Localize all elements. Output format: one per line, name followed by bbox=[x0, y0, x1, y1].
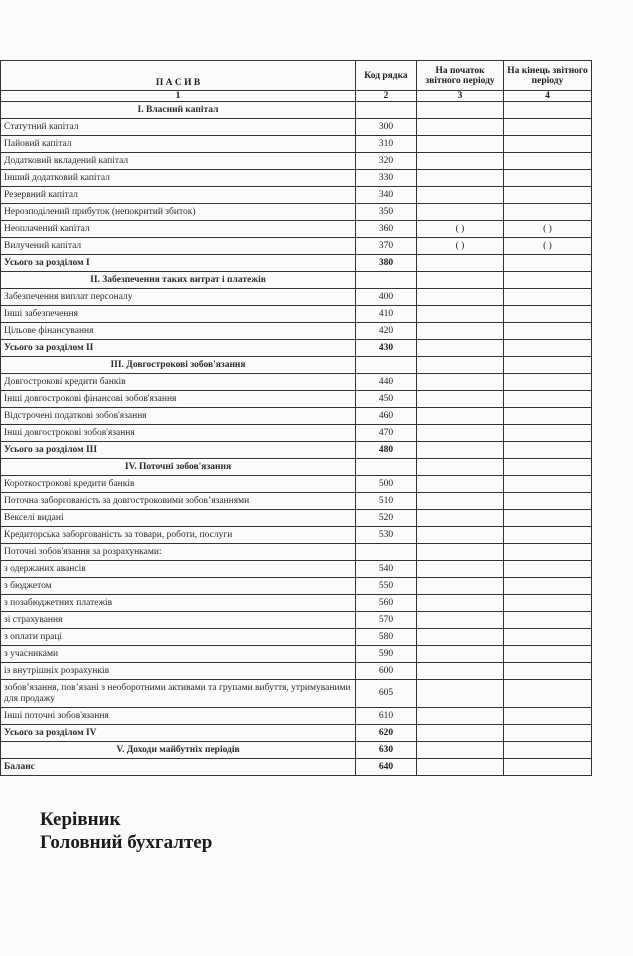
value-period-end bbox=[504, 493, 592, 510]
value-period-end bbox=[504, 725, 592, 742]
table-row bbox=[1, 612, 592, 629]
row-name: зі страхування bbox=[1, 612, 356, 629]
value-period-end bbox=[504, 527, 592, 544]
value-period-start bbox=[417, 459, 504, 476]
value-period-start bbox=[417, 408, 504, 425]
value-period-start bbox=[417, 374, 504, 391]
row-name: Інші довгострокові фінансові зобов'язання bbox=[1, 391, 356, 408]
column-number-1: 1 bbox=[1, 91, 356, 102]
value-period-start bbox=[417, 725, 504, 742]
value-period-end bbox=[504, 255, 592, 272]
value-period-end bbox=[504, 544, 592, 561]
row-code: 620 bbox=[356, 725, 417, 742]
value-period-end bbox=[504, 408, 592, 425]
value-period-start bbox=[417, 102, 504, 119]
value-period-end bbox=[504, 323, 592, 340]
value-period-start bbox=[417, 289, 504, 306]
table-row bbox=[1, 646, 592, 663]
table-row bbox=[1, 136, 592, 153]
total-row bbox=[1, 255, 592, 272]
row-code: 310 bbox=[356, 136, 417, 153]
value-period-start bbox=[417, 136, 504, 153]
value-period-start: ( ) bbox=[417, 238, 504, 255]
row-code bbox=[356, 102, 417, 119]
row-code: 560 bbox=[356, 595, 417, 612]
header-row bbox=[1, 61, 592, 91]
value-period-start bbox=[417, 425, 504, 442]
row-code: 520 bbox=[356, 510, 417, 527]
section-row bbox=[1, 459, 592, 476]
column-number-2: 2 bbox=[356, 91, 417, 102]
row-code: 550 bbox=[356, 578, 417, 595]
value-period-start bbox=[417, 742, 504, 759]
table-row bbox=[1, 493, 592, 510]
value-period-end bbox=[504, 612, 592, 629]
table-row bbox=[1, 425, 592, 442]
value-period-end bbox=[504, 578, 592, 595]
value-period-start bbox=[417, 272, 504, 289]
table-row bbox=[1, 544, 592, 561]
row-code: 510 bbox=[356, 493, 417, 510]
row-code: 580 bbox=[356, 629, 417, 646]
row-name: Баланс bbox=[1, 759, 356, 776]
table-row bbox=[1, 408, 592, 425]
row-name: з одержаних авансів bbox=[1, 561, 356, 578]
chief-accountant-label: Головний бухгалтер bbox=[40, 832, 213, 853]
column-number-row bbox=[1, 91, 592, 102]
value-period-end: ( ) bbox=[504, 221, 592, 238]
table-row bbox=[1, 323, 592, 340]
table-row bbox=[1, 204, 592, 221]
row-code: 570 bbox=[356, 612, 417, 629]
header-row-code: Код рядка bbox=[356, 61, 417, 91]
row-code: 470 bbox=[356, 425, 417, 442]
row-code bbox=[356, 459, 417, 476]
value-period-start: ( ) bbox=[417, 221, 504, 238]
value-period-start bbox=[417, 493, 504, 510]
row-code: 340 bbox=[356, 187, 417, 204]
value-period-end bbox=[504, 595, 592, 612]
value-period-end bbox=[504, 629, 592, 646]
row-name: з бюджетом bbox=[1, 578, 356, 595]
value-period-start bbox=[417, 323, 504, 340]
section-row bbox=[1, 272, 592, 289]
row-code: 360 bbox=[356, 221, 417, 238]
row-name: Неоплачений капітал bbox=[1, 221, 356, 238]
row-code: 500 bbox=[356, 476, 417, 493]
column-number-4: 4 bbox=[504, 91, 592, 102]
row-name: Відстрочені податкові зобов'язання bbox=[1, 408, 356, 425]
value-period-end bbox=[504, 119, 592, 136]
row-code: 300 bbox=[356, 119, 417, 136]
table-row bbox=[1, 663, 592, 680]
row-code: 590 bbox=[356, 646, 417, 663]
balance-sheet-liabilities bbox=[0, 60, 592, 776]
value-period-start bbox=[417, 340, 504, 357]
row-code bbox=[356, 544, 417, 561]
row-code: 530 bbox=[356, 527, 417, 544]
value-period-end bbox=[504, 102, 592, 119]
value-period-start bbox=[417, 595, 504, 612]
row-name: I. Власний капітал bbox=[1, 102, 356, 119]
total-row bbox=[1, 442, 592, 459]
value-period-end bbox=[504, 425, 592, 442]
table-row bbox=[1, 476, 592, 493]
row-name: Інші довгострокові зобов'язання bbox=[1, 425, 356, 442]
table-row bbox=[1, 374, 592, 391]
table-row bbox=[1, 629, 592, 646]
row-name: з учасниками bbox=[1, 646, 356, 663]
value-period-end bbox=[504, 510, 592, 527]
row-code: 410 bbox=[356, 306, 417, 323]
value-period-end bbox=[504, 340, 592, 357]
table-row bbox=[1, 527, 592, 544]
value-period-end bbox=[504, 561, 592, 578]
table-row bbox=[1, 170, 592, 187]
row-name: Нерозподілений прибуток (непокритий збиток) bbox=[1, 204, 356, 221]
section-row bbox=[1, 357, 592, 374]
row-code: 600 bbox=[356, 663, 417, 680]
value-period-end bbox=[504, 272, 592, 289]
value-period-end bbox=[504, 459, 592, 476]
row-code: 330 bbox=[356, 170, 417, 187]
value-period-start bbox=[417, 119, 504, 136]
value-period-start bbox=[417, 306, 504, 323]
table-row bbox=[1, 510, 592, 527]
value-period-end bbox=[504, 742, 592, 759]
table-row bbox=[1, 153, 592, 170]
row-code: 450 bbox=[356, 391, 417, 408]
row-name: III. Довгострокові зобов'язання bbox=[1, 357, 356, 374]
value-period-start bbox=[417, 680, 504, 708]
table-row bbox=[1, 119, 592, 136]
row-name: Інші поточні зобов'язання bbox=[1, 708, 356, 725]
row-name: Кредиторська заборгованість за товари, роботи, послуги bbox=[1, 527, 356, 544]
table-row bbox=[1, 595, 592, 612]
total-row bbox=[1, 725, 592, 742]
director-label: Керівник bbox=[40, 809, 121, 830]
table-row bbox=[1, 238, 592, 255]
value-period-end bbox=[504, 136, 592, 153]
value-period-end bbox=[504, 374, 592, 391]
row-code: 540 bbox=[356, 561, 417, 578]
value-period-start bbox=[417, 153, 504, 170]
value-period-start bbox=[417, 578, 504, 595]
row-name: Пайовий капітал bbox=[1, 136, 356, 153]
value-period-end bbox=[504, 289, 592, 306]
row-name: II. Забезпечення таких витрат і платежів bbox=[1, 272, 356, 289]
row-code: 400 bbox=[356, 289, 417, 306]
row-name: Інший додатковий капітал bbox=[1, 170, 356, 187]
value-period-start bbox=[417, 527, 504, 544]
value-period-start bbox=[417, 170, 504, 187]
value-period-end bbox=[504, 646, 592, 663]
value-period-start bbox=[417, 391, 504, 408]
row-code: 370 bbox=[356, 238, 417, 255]
row-name: із внутрішніх розрахунків bbox=[1, 663, 356, 680]
row-code: 380 bbox=[356, 255, 417, 272]
row-name: Статутний капітал bbox=[1, 119, 356, 136]
row-name: з оплати праці bbox=[1, 629, 356, 646]
row-name: Забезпечення виплат персоналу bbox=[1, 289, 356, 306]
signature-block bbox=[40, 808, 212, 854]
table-row bbox=[1, 708, 592, 725]
total-row bbox=[1, 759, 592, 776]
table-row bbox=[1, 391, 592, 408]
value-period-start bbox=[417, 708, 504, 725]
value-period-start bbox=[417, 646, 504, 663]
row-name: Резервний капітал bbox=[1, 187, 356, 204]
table-row bbox=[1, 306, 592, 323]
value-period-end bbox=[504, 357, 592, 374]
value-period-start bbox=[417, 561, 504, 578]
value-period-start bbox=[417, 476, 504, 493]
row-code: 610 bbox=[356, 708, 417, 725]
row-name: Усього за розділом IV bbox=[1, 725, 356, 742]
row-name: Усього за розділом II bbox=[1, 340, 356, 357]
value-period-start bbox=[417, 442, 504, 459]
header-period-end: На кінець звітного періоду bbox=[504, 61, 592, 91]
value-period-start bbox=[417, 510, 504, 527]
value-period-end bbox=[504, 708, 592, 725]
value-period-start bbox=[417, 759, 504, 776]
row-code: 430 bbox=[356, 340, 417, 357]
row-code: 460 bbox=[356, 408, 417, 425]
row-name: Усього за розділом III bbox=[1, 442, 356, 459]
value-period-end bbox=[504, 759, 592, 776]
table-row bbox=[1, 289, 592, 306]
value-period-end bbox=[504, 306, 592, 323]
total-row bbox=[1, 340, 592, 357]
row-name: з позабюджетних платежів bbox=[1, 595, 356, 612]
row-name: IV. Поточні зобов'язання bbox=[1, 459, 356, 476]
section-row bbox=[1, 102, 592, 119]
header-liabilities: П А С И В bbox=[1, 61, 356, 91]
row-name: Поточна заборгованість за довгостроковими зобов’язаннями bbox=[1, 493, 356, 510]
row-name: Інші забезпечення bbox=[1, 306, 356, 323]
value-period-start bbox=[417, 612, 504, 629]
row-name: Поточні зобов'язання за розрахунками: bbox=[1, 544, 356, 561]
value-period-end bbox=[504, 170, 592, 187]
value-period-start bbox=[417, 629, 504, 646]
row-code: 480 bbox=[356, 442, 417, 459]
value-period-start bbox=[417, 357, 504, 374]
row-code: 420 bbox=[356, 323, 417, 340]
value-period-start bbox=[417, 187, 504, 204]
row-name: Вилучений капітал bbox=[1, 238, 356, 255]
row-name: Короткострокові кредити банків bbox=[1, 476, 356, 493]
row-name: зобов’язання, пов’язані з необоротними активами та групами вибуття, утримуваними для продажу bbox=[1, 680, 356, 708]
section-row bbox=[1, 742, 592, 759]
row-name: Векселі видані bbox=[1, 510, 356, 527]
row-code: 630 bbox=[356, 742, 417, 759]
header-period-start: На початок звітного періоду bbox=[417, 61, 504, 91]
row-code: 640 bbox=[356, 759, 417, 776]
row-name: Усього за розділом I bbox=[1, 255, 356, 272]
row-name: Довгострокові кредити банків bbox=[1, 374, 356, 391]
row-name: V. Доходи майбутніх періодів bbox=[1, 742, 356, 759]
value-period-end bbox=[504, 663, 592, 680]
value-period-start bbox=[417, 204, 504, 221]
table-row bbox=[1, 561, 592, 578]
row-name: Цільове фінансування bbox=[1, 323, 356, 340]
value-period-end bbox=[504, 391, 592, 408]
value-period-end: ( ) bbox=[504, 238, 592, 255]
row-code bbox=[356, 272, 417, 289]
table-row bbox=[1, 578, 592, 595]
table-row bbox=[1, 680, 592, 708]
value-period-end bbox=[504, 187, 592, 204]
value-period-end bbox=[504, 204, 592, 221]
value-period-end bbox=[504, 680, 592, 708]
value-period-end bbox=[504, 476, 592, 493]
column-number-3: 3 bbox=[417, 91, 504, 102]
value-period-end bbox=[504, 153, 592, 170]
row-code bbox=[356, 357, 417, 374]
value-period-start bbox=[417, 255, 504, 272]
table-row bbox=[1, 187, 592, 204]
liabilities-table bbox=[0, 60, 592, 776]
value-period-end bbox=[504, 442, 592, 459]
value-period-start bbox=[417, 544, 504, 561]
value-period-start bbox=[417, 663, 504, 680]
table-row bbox=[1, 221, 592, 238]
row-code: 350 bbox=[356, 204, 417, 221]
row-code: 320 bbox=[356, 153, 417, 170]
row-name: Додатковий вкладений капітал bbox=[1, 153, 356, 170]
row-code: 440 bbox=[356, 374, 417, 391]
row-code: 605 bbox=[356, 680, 417, 708]
